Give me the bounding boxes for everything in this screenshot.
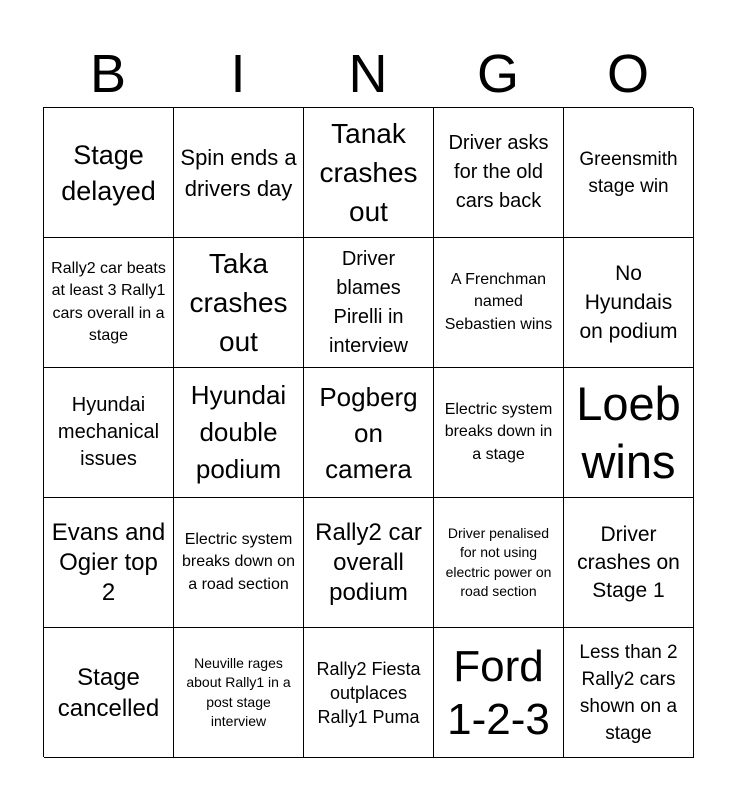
cell-text: Driver blames Pirelli in interview [329,247,408,357]
bingo-cell[interactable] [304,238,434,368]
cell-text: Stage cancelled [57,663,160,722]
cell-text: Neuville rages about Rally1 in a post stage interview [186,654,291,729]
bingo-cell[interactable] [434,368,564,498]
bingo-cell[interactable] [174,498,304,628]
bingo-header [43,38,693,110]
bingo-cell[interactable] [174,368,304,498]
bingo-cell[interactable] [44,498,174,628]
cell-text: Stage delayed [61,139,156,206]
cell-text: Taka crashes out [189,248,288,357]
bingo-cell[interactable] [304,628,434,758]
cell-text: Electric system breaks down in a stage [444,400,553,463]
bingo-cell[interactable] [44,368,174,498]
cell-text: Pogberg on camera [319,381,418,484]
cell-text: Electric system breaks down on a road section [182,530,295,593]
cell-text: Hyundai double podium [190,380,287,484]
bingo-cell[interactable] [434,498,564,628]
cell-text: Rally2 car overall podium [315,518,422,606]
bingo-cell[interactable] [44,108,174,238]
bingo-cell[interactable] [564,628,694,758]
bingo-cell[interactable] [174,238,304,368]
bingo-cell[interactable] [564,498,694,628]
header-letter-g: G [476,44,519,104]
cell-text: Hyundai mechanical issues [57,394,160,470]
cell-text: Less than 2 Rally2 cars shown on a stage [579,641,678,744]
cell-text: Ford 1-2-3 [447,641,550,744]
bingo-cell[interactable] [564,238,694,368]
cell-text: Rally2 Fiesta outplaces Rally1 Puma [316,658,421,727]
bingo-cell[interactable] [434,238,564,368]
bingo-cell[interactable] [434,628,564,758]
cell-text: Driver crashes on Stage 1 [577,522,680,602]
bingo-card [43,107,693,757]
bingo-cell[interactable] [564,108,694,238]
header-letter-n: N [348,44,388,104]
bingo-cell[interactable] [434,108,564,238]
header-letter-i: I [230,44,246,104]
bingo-cell[interactable] [564,368,694,498]
bingo-cell[interactable] [304,368,434,498]
cell-text: Driver penalised for not using electric power on road section [445,524,552,599]
bingo-cell[interactable] [44,628,174,758]
cell-text: Driver asks for the old cars back [448,132,549,212]
bingo-cell[interactable] [304,108,434,238]
bingo-cell[interactable] [44,238,174,368]
header-letter-o: O [606,44,649,104]
cell-text: Loeb wins [576,376,681,488]
bingo-cell[interactable] [304,498,434,628]
cell-text: No Hyundais on podium [579,262,678,343]
bingo-cell[interactable] [174,108,304,238]
cell-text: Evans and Ogier top 2 [51,518,166,606]
bingo-cell[interactable] [174,628,304,758]
cell-text: Tanak crashes out [319,118,418,227]
cell-text: Rally2 car beats at least 3 Rally1 cars overall in a stage [51,259,166,344]
header-letter-b: B [89,44,127,104]
cell-text: Greensmith stage win [579,148,678,197]
cell-text: Spin ends a drivers day [180,144,297,201]
cell-text: A Frenchman named Sebastien wins [444,270,553,333]
